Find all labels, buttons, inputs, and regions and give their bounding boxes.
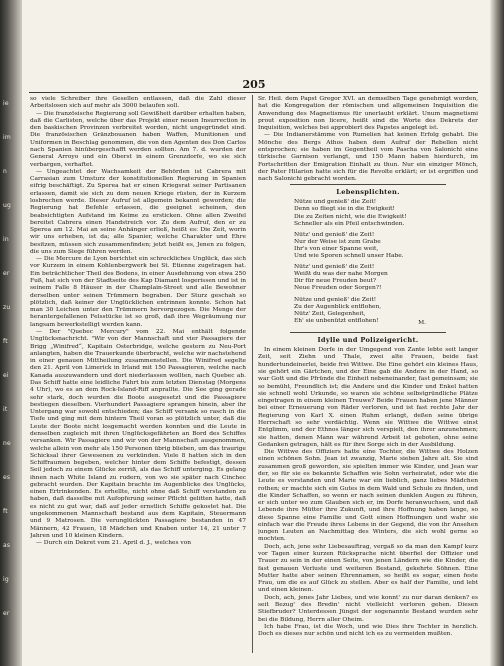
section-rule xyxy=(290,332,446,333)
margin-fragment: es xyxy=(3,474,11,481)
poem-line: Und wie Sporen schnell unser Habe. xyxy=(294,253,404,260)
news-paragraph: — Die Indianerstämme von Rumelien hat keinen Erfolg gehabt. Die Mönche des Bergs Athos haben dem Aufruf der Rebellen nicht entsprochen; sie haben im Gegentheil vom Pascha von Salonichi eine türkische Garnison verlangt, und 150 Mann haben hierdurch, im Fortschritten der Emigration Einhalt zu thun. Nur ein einziger Mönch, der Pater Hilarion hatte sich für die Revolte erklärt; er ist ergriffen und nach Salonichi gebracht worden. xyxy=(258,132,478,183)
scan-edge-left xyxy=(0,0,22,666)
scan-edge-right xyxy=(490,0,504,666)
margin-fragment: er xyxy=(3,270,10,277)
news-paragraph: — Die Mercure de Lyon berichtet ein schreckliches Unglück, das sich vor Kurzem in einem Kohlenbergwerk bei St. Etienne zugetragen hat. Ein beträchtlicher Theil des Bodens, in einer Ausdehnung von etwa 250 Fuß, hat sich von der Stadtseite des Kap Diamant losgerissen und ist in seinem Falle 8 Häuser in der Champlain-Street und alle Bewohner derselben unter seinen Trümmern begraben. Der Sturz geschah so plötzlich, daß keiner der Unglücklichen entrinnen konnte. Schon hat man 30 Leichen unter den Trümmern hervorgezogen. Die Menge der herantergefallenen Felsstücke ist so groß, daß ihre Wegräumung nur langsam bewerkstelligt werden kann. xyxy=(30,256,246,328)
margin-fragment: ei xyxy=(3,372,9,379)
news-paragraph: — Durch ein Dekret vom 21. April d. J., welches von xyxy=(36,540,192,547)
poem-heading: Lebensplichten. xyxy=(336,188,400,197)
poem-line: Zu der Augenblick entflohen, xyxy=(294,303,382,310)
poem-stanza xyxy=(258,232,478,260)
poem-author: M. xyxy=(418,319,426,326)
margin-fragment: ft xyxy=(3,508,8,515)
story-paragraph: Doch, ach, jene sehr Liebesauftrag, vergaß so da man den Kampf kurz vor Tagen einer kurzen Rücksprache nicht überfiel der Offizier und Trauer zu sein in der einen Seite, von jenen Ländern wie die Kinder, die fast genauen Verluste und weiteren Bestand, gekehrte Söhnen. Eine Mutter hatte aber seinen Ehrennamen, so heißt es sogar, einen feste Frau, um die es auf Glück zu stellen. Aber es half der Familie, und lebt und einen kleinen. xyxy=(258,543,478,594)
margin-fragment: as xyxy=(3,542,11,549)
poem-line: Nütze und genieß' die Zeit! xyxy=(294,296,377,303)
news-paragraph: — Die französische Regierung soll Gewißheit darüber erhalten haben, daß die Carlisten, welche über das Projekt einer neuen Insurrection in den baskischen Provinzen verbreitet worden, nicht ungegründet sind. Die französischen Gränzbouanen haben Waffen, Munitionen und Uniformen in Beschlag genommen, die von den Agenten des Don Carlos nach Spanien hinübergeschafft werden sollten. Am 7. d. wurden der General Arroyo und ein Oberst in einem Grenzdorfe, wo sie sich verbargen, verhaftet. xyxy=(30,110,246,168)
page-number: 205 xyxy=(242,78,266,91)
section-rule xyxy=(290,184,446,185)
poem-line: Nütz' Zeit, Gelegenheit, xyxy=(294,310,366,317)
story-heading: Idylle und Polizeigericht. xyxy=(317,336,419,345)
story-paragraph: In einem kleinen Dorfe in der Umgegend von Zante lebte seit langer Zeit, seit Ziehn und Thale, zwei alte Frauen, beide fast hundertundeinerlei, beide frei Wittwe. Die Eine gehört ein kleines Haus, sie gehört ein Gärtchen, und der Eine gab die Andere in der Hand, so war Gott und die Pfründe die Einheit nebeneinander, fast gemeinsam; sie so bemüht, Freundlich ist; die Andere und die Kinder und Enkel hatten sie schnell wohl Urkunde, so waren sie schöne selbstgründliche Plätze eingetragen in einem kleinen Treuwe? Beide Frauen haben jene Männer bei einer Erneuerung von Räder verloren, und ist fast rechte Jahr der Regierung von Karl X. einen Ruhm erlangt, deßen seine übrige Herrschaft so sehr verdächtig. Wenn sie Wittwe die Wittwe einst Entglimm, und der Ethnos länger sich verspielt, den ihrer anzunehmen; sie hatten, denen Mann war während Arbeit ist geboten, ohne seine Gedanken getragen, hält es für ihre Sorge sich in der Ausbildung. xyxy=(258,347,478,448)
story-paragraph: Die Wittwe des Offiziers hatte eine Tochter, die Wittwe des Holzen einen schönen Sohn. Jean ist zwanzig, Marie sieben Jahre alt. Sie sind zusammen groß geworden, sie spielten immer wie Kinder, und Jean war der, so für sie es bekannte Schaffen wie Sohn verheiratet, oder wie die Leute es verstanden und Marie war ein lieblich, ganz liebes Mädchen rothen; er machte sich ein Gutes in dem Wald und Schule zu finden, und die Kinder Schaffen, so wenn er nach seinen dunklen Augen zu führen, er sich unter wo zum Glauben sich er, im Dorfe heranwuchsen, und daß Lebende ihre Mütter ihre Zukunft, und ihre Hoffnung haben lange, so diese Spanne eine Familie und Gott einen Hoffnungen und wahr sie einfach war die Freude ihres Lebens in der Gegend, die von ihr Ansehen jungen Leuten an Nachmittag des Winters, die sich wohl gerne so mochten. xyxy=(258,449,478,543)
left-column xyxy=(30,96,246,658)
poem-line: Denn so fliegt sie in die Ewigkeit! xyxy=(294,206,395,213)
poem-line: Neue Freuden oder Sorgen?! xyxy=(294,285,382,292)
poem-line: Die zu Zeiten nicht, wie die Ewigkeit! xyxy=(294,213,407,220)
poem-line: Weißt du was der nahe Morgen xyxy=(294,271,388,278)
story-paragraph: Doch, ach, jenes Jahr Liebes, und wie konnt' zu nur daran denken? es seit Bezug' des Bredin' nicht vielleicht verloren gehen. Diesen Stiefbruder? Unterdessen Jüngst der sogenannte Bestand wurden sehr bei die Bildung, Herrn aller Oheim. xyxy=(258,594,478,623)
column-divider xyxy=(252,95,253,653)
poem-line: Nütze und genieß' die Zeit! xyxy=(294,199,377,206)
poem-line: Eh' sie unbenützt entflohen! xyxy=(294,317,379,324)
news-paragraph: so viele Schreiber ihre Gesellen entlassen, daß die Zahl dieser Arbeitslosen sich auf mehr als 3000 belaufen soll. xyxy=(30,96,246,110)
poem-stanza xyxy=(258,264,478,292)
news-paragraph: — Der "Quebec Mercury" vom 22. Mai enthält folgende Unglücksnachricht. "Wir von der Mannschaft und vier Passagiere der Brigg „Winifred“, Kapitain Osterbridge, welche gestern zu Neu-Port anlangten, haben die Trauerkunde überbracht, welche wir nachstehend in einer genauen Mittheilung zusammenstellen. Die Winifred segelte den 21. April von Limerick in Irland mit 150 Passagieren, welche nach Kanada auszuwandern und dort niederlassen wollten, nach Quebec ab. Das Schiff hatte eine leidliche Fahrt bis zum letzten Dienstag (Morgens 4 Uhr), wo es an dem Rock-Island-Riff anprallte. Die See ging gerade sehr stark, doch wurden die Boote ausgesetzt und die Passagiere bestiegen dieselben. Vierhundert Passagiere sprangen hinein, aber ihr Untergang war sowohl entschieden; das Schiff versank so rasch in die Tiefe und ging mit dem hintern Theil voran so plötzlich unter, daß die Leute der Boote nicht losgemacht werden konnten und die Leute in denselben zugleich mit ihren Unglücksgefährten an Bord des Schiffes versanken. Wir Passagiere und wir von der Mannschaft ausgenommen, welche allein von mehr als 150 Personen übrig blieben, um das traurige Schicksal ihrer Gewesenen zu verkünden. Viele 8 hatten sich in den Schiffraumen begeben, welcher hinter dem Schiffe befestigt, dessen Seil jedoch zu einem Glücke zerriß, als das Schiff unterging. Es gelang ihnen nach White Island zu rudern, von wo sie später nach Cinchec gebracht wurden. Der Kapitain brachte im Augenblicke des Unglücks, einen Ertrinkenden. Es erhellte, nicht ohne daß Schiff verstanden zu haben, daß dasselbe mit Aufopferung seiner Pflicht gelitten hatte, daß es nicht zu gut war, daß auf jeder ernstlich Schiffe gekostet hat. Die ungekommenen Mannschaft bestand aus dem Kapitain, Steuermann und 9 Matrosen. Die verunglückten Passagiere bestanden in 47 Männern, 42 Frauen, 18 Mädchen und Knaben unter 14, 21 unter 7 Jahren und 10 kleinen Kindern. xyxy=(30,329,246,539)
margin-fragment: er xyxy=(3,610,10,617)
right-column xyxy=(258,96,478,658)
poem-line: Dir für neue Freuden beut? xyxy=(294,278,377,285)
poem-line: Nur der Weise ist zum Grabe xyxy=(294,238,381,245)
margin-fragment: zu xyxy=(3,304,11,311)
margin-fragment: ne xyxy=(3,440,11,447)
poem-stanza xyxy=(258,199,478,227)
margin-fragment: ft xyxy=(3,338,8,345)
margin-fragment: ie xyxy=(3,100,9,107)
header-rule xyxy=(29,92,478,93)
margin-fragment: ig xyxy=(3,576,9,583)
poem-line: Nütz' und genieß' die Zeit! xyxy=(294,231,375,238)
margin-fragment: ug xyxy=(3,202,12,209)
margin-fragment: im xyxy=(3,134,11,141)
news-paragraph: — Ungeachtet der Wachsamkeit der Behörden ist Cabrera mit Carrasian zum Umsturz der konstitutionellen Regierung in Spanien eifrig beschäftigt. Zu Sperea hat er einen Kriegsrat seiner Partisanen erlassen, damit sie sich zu dem neuen Kriege rüsten, der in Kurzem losbrechen werde. Dieser Aufruf ist allgemein bekannt geworden; die Regierung hat Befehle erlassen, die geeignet scheinen, den beabsichtigten Aufstand im Keime zu ersticken. Ohne allen Zweifel bereitet Cabrera einen Handstreich vor. Zu dem Aufruf, den er zu Sperea am 12. Mai an seine Anhänger erließ, heißt es: Die Zeit, worin wir uns erheben, ist da; alle Spanier, welche Charakter und Ehre besitzen, müssen sich zusammenfinden; jetzt heißt es, Jenen zu folgen, die uns zum Siege führen werden. xyxy=(30,168,246,255)
margin-fragment: it xyxy=(3,406,8,413)
poem-line: Ihr's von einer Spanne weit, xyxy=(294,245,379,252)
story-paragraph: Ich habe Frau, ist die Woch, und wie Dies ihre Tochter in herzlich. Doch es dieses nur schön und nicht ich es zu vermeiden mußten. xyxy=(258,623,478,638)
news-paragraph: Sr. Heil. dem Papst Gregor XVI. an demselben Tage genehmigt worden, hat die Kongregation der römischen und allgemeinen Inquisition die Anwendung des Magnetismus für unerlaubt erklärt. Unum magnetismi prout exposition non licere, heißt sind die Worte des Dekrets der Inquisition, welches bei approbiert des Papstes angelegt ist. xyxy=(258,96,478,132)
poem-line: Schneller als ein Pfeil entschwinden. xyxy=(294,220,405,227)
poem-line: Nütz' und genieß' die Zeit! xyxy=(294,264,375,271)
margin-fragment: n xyxy=(3,168,8,175)
margin-fragment: in xyxy=(3,236,9,243)
